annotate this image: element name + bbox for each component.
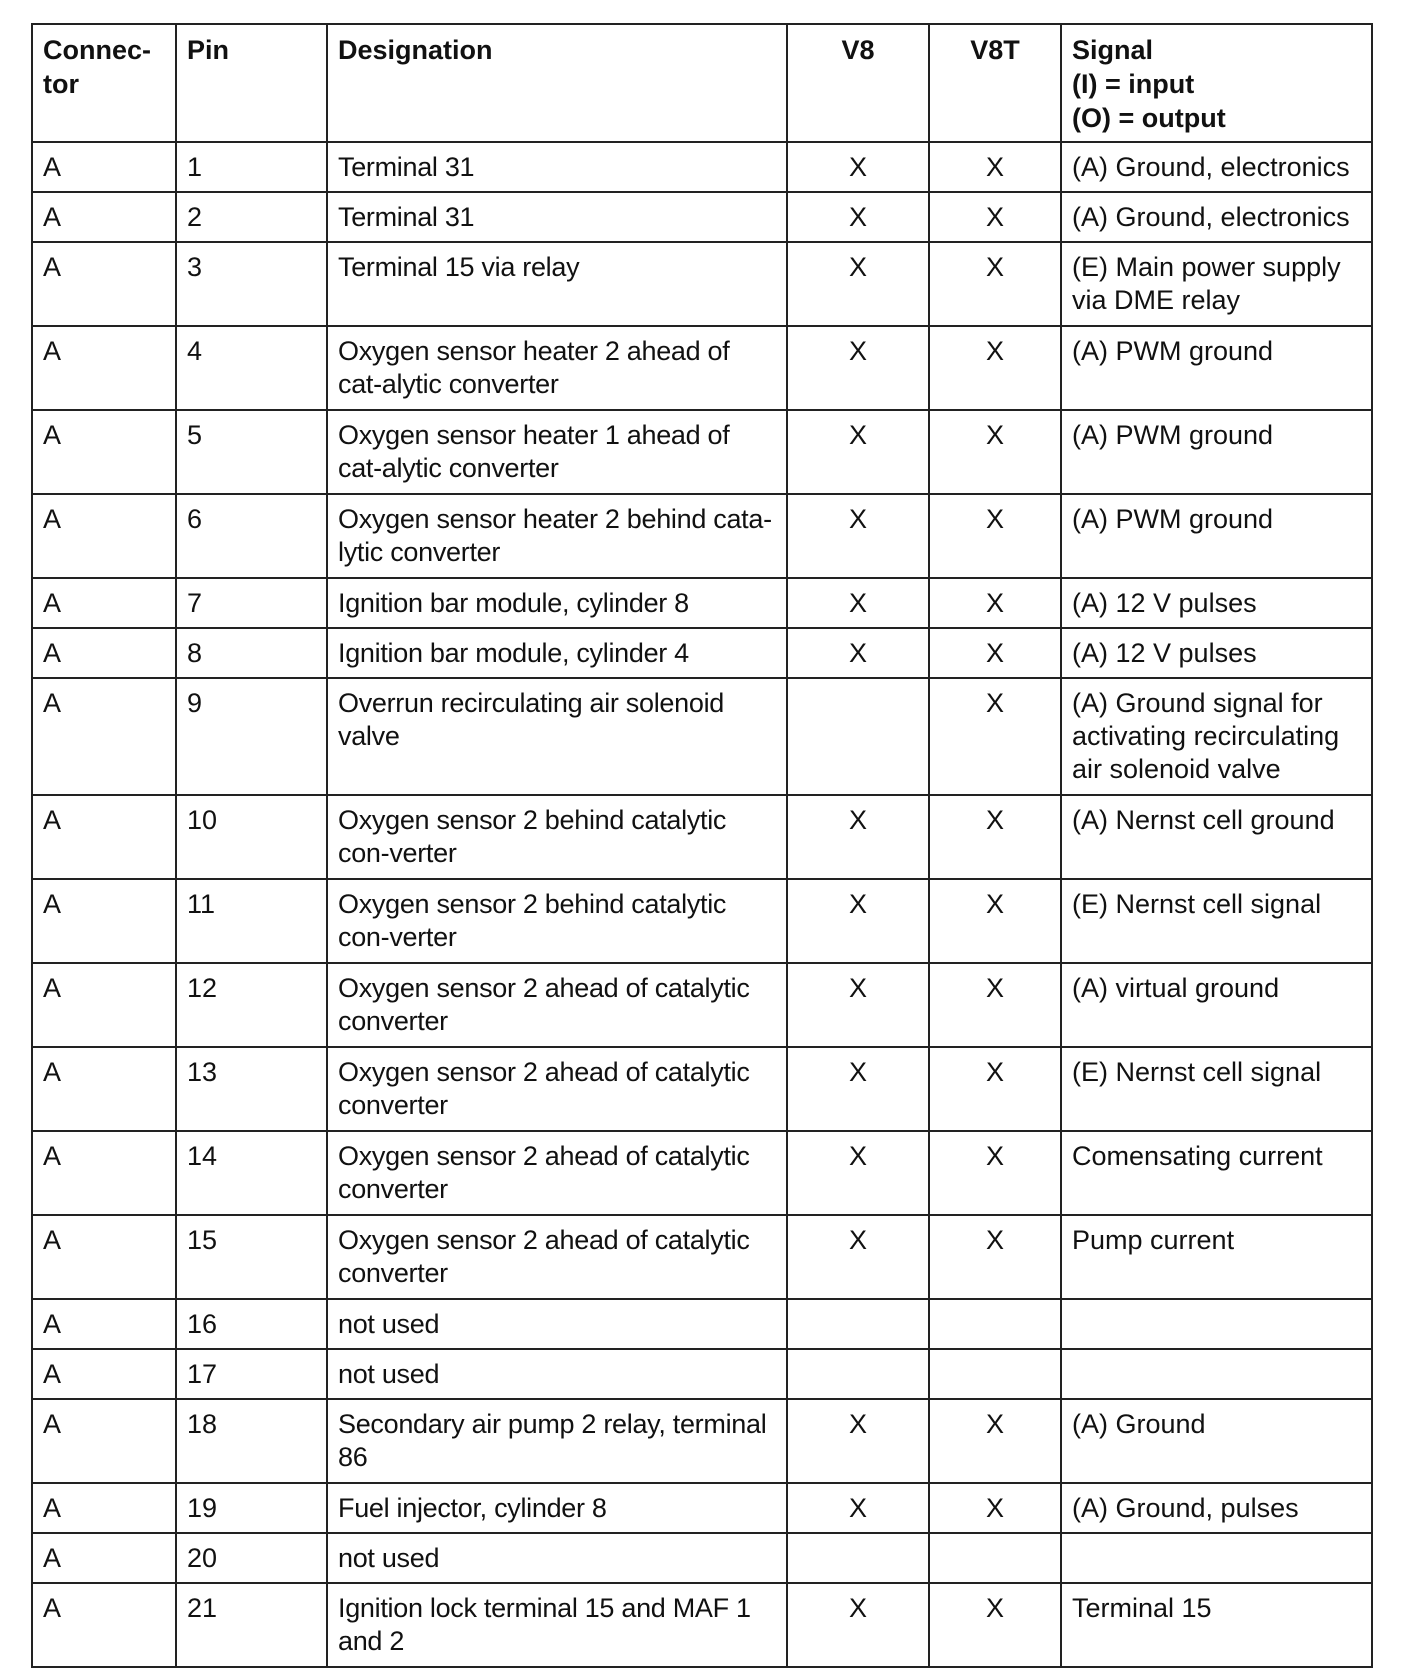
cell-connector: A [32,628,176,678]
cell-v8: X [787,1215,929,1299]
cell-v8t: X [929,1215,1061,1299]
table-row [32,628,1372,678]
cell-signal: (A) Ground, electronics [1061,192,1372,242]
cell-v8t: X [929,1131,1061,1215]
cell-v8: X [787,628,929,678]
cell-connector: A [32,678,176,795]
cell-pin: 14 [176,1131,327,1215]
header-row [32,24,1372,142]
table-row [32,1047,1372,1131]
header-signal-input: (I) = input [1072,69,1195,99]
cell-v8t: X [929,192,1061,242]
cell-connector: A [32,326,176,410]
cell-v8t: X [929,1399,1061,1483]
cell-connector: A [32,1299,176,1349]
cell-v8 [787,1349,929,1399]
pin-assignment-table [31,23,1373,1668]
cell-signal [1061,1349,1372,1399]
cell-designation: Oxygen sensor 2 behind catalytic con-verter [327,795,787,879]
cell-pin: 10 [176,795,327,879]
cell-signal: (A) PWM ground [1061,410,1372,494]
cell-connector: A [32,192,176,242]
table-row [32,242,1372,326]
header-v8t: V8T [929,24,1061,142]
cell-v8 [787,1299,929,1349]
header-v8: V8 [787,24,929,142]
cell-signal: (A) Ground, electronics [1061,142,1372,192]
cell-v8 [787,1533,929,1583]
cell-connector: A [32,242,176,326]
cell-signal: (A) PWM ground [1061,494,1372,578]
header-signal [1061,24,1372,142]
cell-v8: X [787,578,929,628]
cell-signal: (E) Nernst cell signal [1061,1047,1372,1131]
cell-signal: Pump current [1061,1215,1372,1299]
cell-v8: X [787,142,929,192]
table-row [32,1131,1372,1215]
table-row [32,1215,1372,1299]
cell-pin: 4 [176,326,327,410]
cell-v8t: X [929,678,1061,795]
cell-v8: X [787,1399,929,1483]
cell-v8t: X [929,410,1061,494]
cell-v8: X [787,1047,929,1131]
cell-designation: Overrun recirculating air solenoid valve [327,678,787,795]
cell-connector: A [32,1047,176,1131]
header-designation: Designation [327,24,787,142]
table-row [32,795,1372,879]
cell-signal: (A) virtual ground [1061,963,1372,1047]
cell-pin: 18 [176,1399,327,1483]
cell-designation: Ignition lock terminal 15 and MAF 1 and 2 [327,1583,787,1667]
cell-connector: A [32,1215,176,1299]
cell-pin: 5 [176,410,327,494]
cell-designation: Terminal 31 [327,192,787,242]
cell-v8: X [787,242,929,326]
cell-v8t: X [929,142,1061,192]
cell-pin: 12 [176,963,327,1047]
cell-signal: (A) Ground signal for activating recirculating air solenoid valve [1061,678,1372,795]
cell-designation: Fuel injector, cylinder 8 [327,1483,787,1533]
cell-signal: (A) Nernst cell ground [1061,795,1372,879]
header-connector-label: Connec- tor [43,35,151,99]
cell-v8: X [787,326,929,410]
cell-pin: 11 [176,879,327,963]
table-row [32,1483,1372,1533]
cell-connector: A [32,1131,176,1215]
table-row [32,142,1372,192]
cell-designation: Secondary air pump 2 relay, terminal 86 [327,1399,787,1483]
cell-pin: 1 [176,142,327,192]
table-row [32,1349,1372,1399]
cell-designation: Oxygen sensor heater 1 ahead of cat-alytic converter [327,410,787,494]
cell-pin: 8 [176,628,327,678]
cell-designation: not used [327,1299,787,1349]
cell-v8: X [787,1131,929,1215]
cell-v8t: X [929,628,1061,678]
cell-v8t: X [929,242,1061,326]
cell-v8: X [787,1583,929,1667]
cell-v8t: X [929,578,1061,628]
cell-v8: X [787,879,929,963]
header-connector [32,24,176,142]
cell-connector: A [32,410,176,494]
cell-v8t: X [929,494,1061,578]
cell-pin: 9 [176,678,327,795]
cell-designation: Oxygen sensor heater 2 ahead of cat-alytic converter [327,326,787,410]
cell-connector: A [32,142,176,192]
cell-designation: Oxygen sensor 2 ahead of catalytic converter [327,1131,787,1215]
cell-pin: 17 [176,1349,327,1399]
cell-pin: 6 [176,494,327,578]
cell-signal: Comensating current [1061,1131,1372,1215]
table-row [32,1399,1372,1483]
cell-connector: A [32,963,176,1047]
cell-designation: Oxygen sensor 2 behind catalytic con-verter [327,879,787,963]
header-pin: Pin [176,24,327,142]
cell-v8t [929,1349,1061,1399]
cell-designation: not used [327,1533,787,1583]
cell-pin: 3 [176,242,327,326]
cell-v8t: X [929,879,1061,963]
cell-pin: 20 [176,1533,327,1583]
cell-designation: Ignition bar module, cylinder 8 [327,578,787,628]
cell-v8: X [787,963,929,1047]
cell-connector: A [32,578,176,628]
header-signal-title: Signal [1072,35,1154,65]
table-row [32,192,1372,242]
cell-pin: 21 [176,1583,327,1667]
table-row [32,1583,1372,1667]
cell-connector: A [32,1583,176,1667]
table-row [32,678,1372,795]
cell-signal [1061,1299,1372,1349]
cell-signal: (E) Main power supply via DME relay [1061,242,1372,326]
cell-signal: (A) Ground [1061,1399,1372,1483]
table-row [32,963,1372,1047]
cell-v8 [787,678,929,795]
table-row [32,1533,1372,1583]
table-row [32,410,1372,494]
cell-designation: Oxygen sensor 2 ahead of catalytic converter [327,1047,787,1131]
cell-v8: X [787,494,929,578]
cell-v8t: X [929,963,1061,1047]
cell-pin: 15 [176,1215,327,1299]
cell-designation: not used [327,1349,787,1399]
cell-connector: A [32,795,176,879]
table-body [32,142,1372,1667]
cell-pin: 16 [176,1299,327,1349]
cell-signal: (A) Ground, pulses [1061,1483,1372,1533]
table-row [32,494,1372,578]
cell-v8t [929,1299,1061,1349]
cell-designation: Terminal 31 [327,142,787,192]
table-row [32,879,1372,963]
cell-v8: X [787,795,929,879]
cell-v8t: X [929,1047,1061,1131]
table-row [32,1299,1372,1349]
cell-connector: A [32,879,176,963]
cell-signal: (A) 12 V pulses [1061,628,1372,678]
cell-signal: (E) Nernst cell signal [1061,879,1372,963]
cell-v8t: X [929,1583,1061,1667]
cell-signal [1061,1533,1372,1583]
cell-v8t: X [929,795,1061,879]
cell-signal: Terminal 15 [1061,1583,1372,1667]
cell-designation: Ignition bar module, cylinder 4 [327,628,787,678]
cell-pin: 2 [176,192,327,242]
cell-designation: Terminal 15 via relay [327,242,787,326]
cell-signal: (A) 12 V pulses [1061,578,1372,628]
cell-designation: Oxygen sensor 2 ahead of catalytic converter [327,1215,787,1299]
cell-connector: A [32,1399,176,1483]
cell-connector: A [32,1349,176,1399]
cell-connector: A [32,1483,176,1533]
header-signal-output: (O) = output [1072,103,1226,133]
cell-connector: A [32,494,176,578]
table-row [32,578,1372,628]
cell-pin: 19 [176,1483,327,1533]
cell-pin: 7 [176,578,327,628]
cell-v8: X [787,410,929,494]
table-header [32,24,1372,142]
cell-v8t: X [929,1483,1061,1533]
cell-v8: X [787,192,929,242]
cell-signal: (A) PWM ground [1061,326,1372,410]
cell-v8t [929,1533,1061,1583]
cell-v8t: X [929,326,1061,410]
cell-designation: Oxygen sensor 2 ahead of catalytic converter [327,963,787,1047]
cell-designation: Oxygen sensor heater 2 behind cata-lytic converter [327,494,787,578]
table-row [32,326,1372,410]
cell-pin: 13 [176,1047,327,1131]
cell-connector: A [32,1533,176,1583]
cell-v8: X [787,1483,929,1533]
